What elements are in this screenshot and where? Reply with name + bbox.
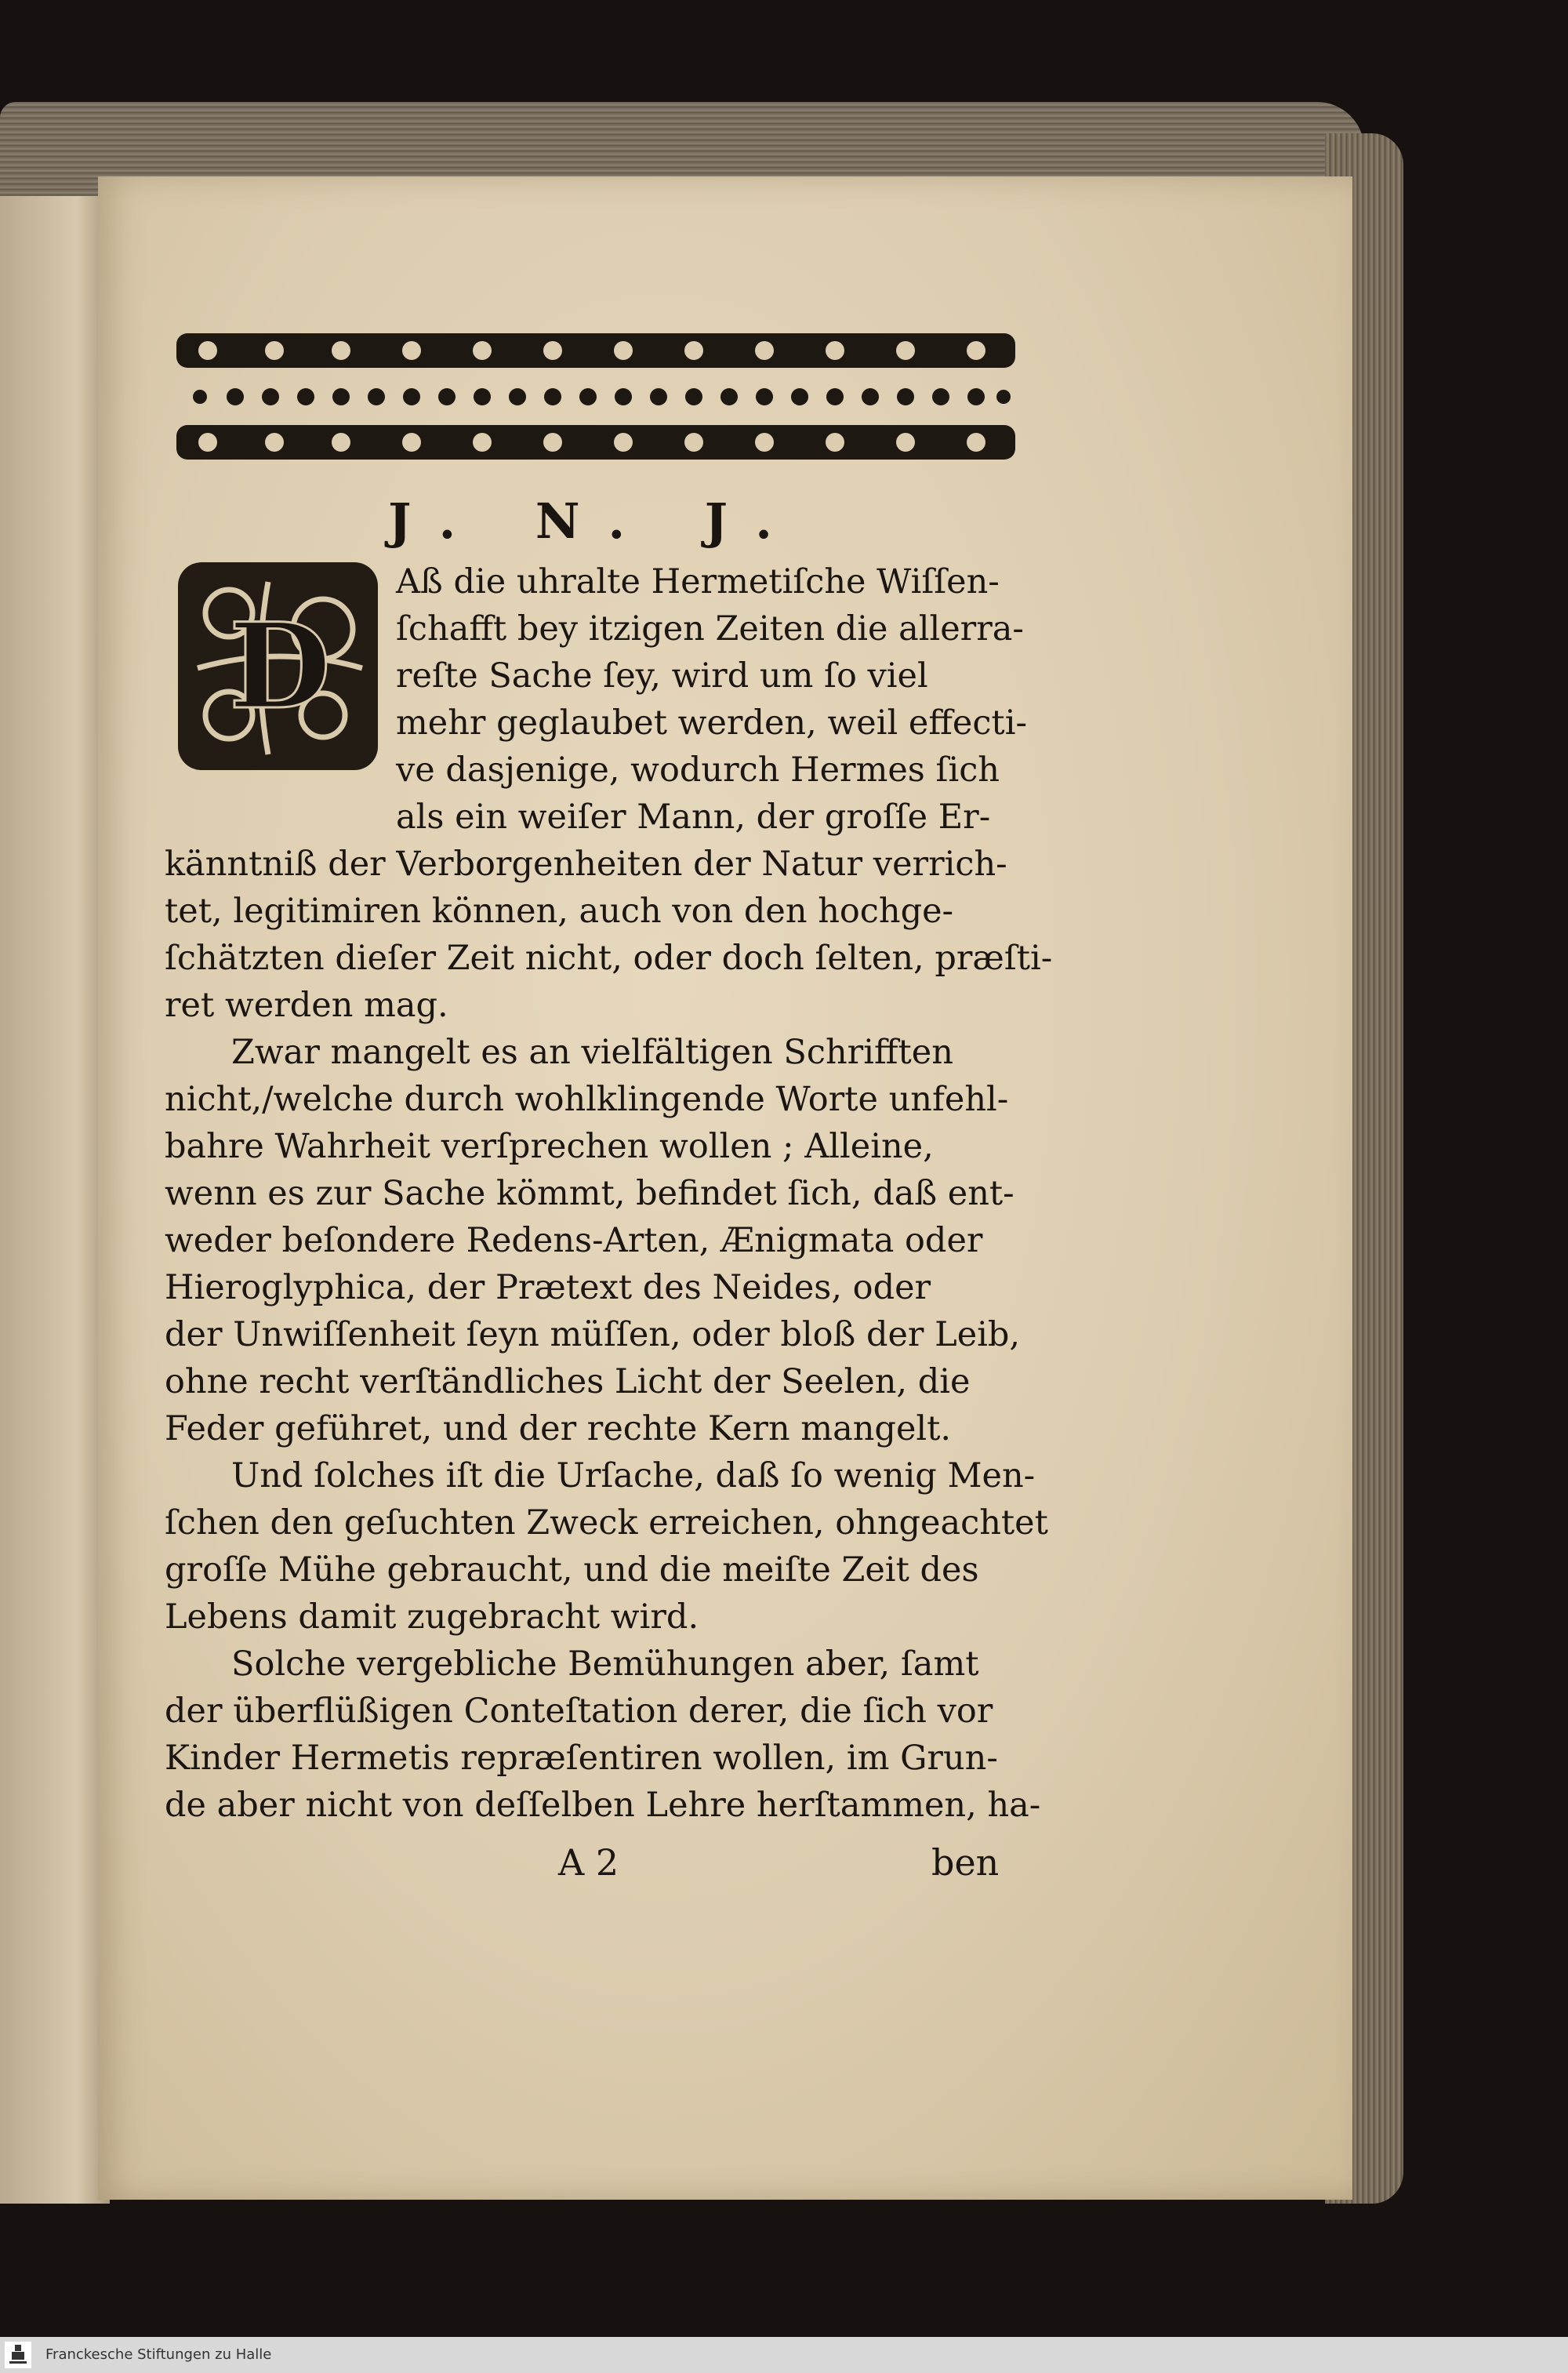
text-line: wenn es zur Sache kömmt, befindet ſich, daß ent- (165, 1174, 1014, 1213)
text-line: tet, legitimiren können, auch von den hochge- (165, 892, 954, 931)
text-line: mehr geglaubet werden, weil effecti- (396, 703, 1027, 743)
footer-institution: Franckesche Stiftungen zu Halle (45, 2346, 272, 2363)
text-line: ve dasjenige, wodurch Hermes ſich (396, 750, 1000, 790)
text-line: ſchafft bey itzigen Zeiten die allerra- (396, 609, 1024, 649)
decorated-initial-d (174, 558, 386, 778)
svg-text:D: D (228, 598, 332, 736)
text-line: Lebens damit zugebracht wird. (165, 1597, 699, 1637)
page-heading: J. N. J. (388, 492, 804, 550)
text-line: ohne recht verſtändliches Licht der Seelen, die (165, 1362, 971, 1401)
text-line: Zwar mangelt es an vielfältigen Schrifften (231, 1033, 953, 1072)
text-line: Feder geführet, und der rechte Kern mangelt. (165, 1409, 952, 1448)
signature-mark: A 2 (558, 1841, 619, 1884)
text-line: groſſe Mühe gebraucht, und die meiſte Zeit des (165, 1550, 979, 1590)
text-line: ret werden mag. (165, 986, 448, 1025)
text-line: Aß die uhralte Hermetiſche Wiſſen- (396, 562, 1000, 601)
text-line: weder beſondere Redens-Arten, Ænigmata oder (165, 1221, 983, 1260)
text-line: känntniß der Verborgenheiten der Natur verrich- (165, 845, 1007, 884)
text-line: Hieroglyphica, der Prætext des Neides, oder (165, 1268, 931, 1307)
text-line: als ein weiſer Mann, der groſſe Er- (396, 798, 991, 837)
ornament-header-band (176, 329, 1015, 467)
text-line: nicht,/welche durch wohlklingende Worte unfehl- (165, 1080, 1009, 1119)
text-line: der überflüßigen Conteſtation derer, die ſich vor (165, 1692, 993, 1731)
text-line: Solche vergebliche Bemühungen aber, ſamt (231, 1644, 979, 1684)
text-line: ſchen den geſuchten Zweck erreichen, ohngeachtet (165, 1503, 1048, 1543)
left-page-edge (0, 196, 110, 2204)
text-line: de aber nicht von deſſelben Lehre herſtammen, ha- (165, 1786, 1041, 1825)
text-line: reſte Sache ſey, wird um ſo viel (396, 656, 928, 696)
text-line: Kinder Hermetis repræſentiren wollen, im Grun- (165, 1739, 998, 1778)
text-line: der Unwiſſenheit ſeyn müſſen, oder bloß der Leib, (165, 1315, 1021, 1354)
text-line: Und ſolches iſt die Urſache, daß ſo wenig Men- (231, 1456, 1036, 1495)
footer-bar (0, 2337, 1568, 2373)
institution-logo-icon (5, 2342, 31, 2368)
catchword: ben (931, 1841, 1000, 1884)
text-line: bahre Wahrheit verſprechen wollen ; Alleine, (165, 1127, 934, 1166)
text-line: ſchätzten dieſer Zeit nicht, oder doch ſelten, præſti- (165, 939, 1053, 978)
